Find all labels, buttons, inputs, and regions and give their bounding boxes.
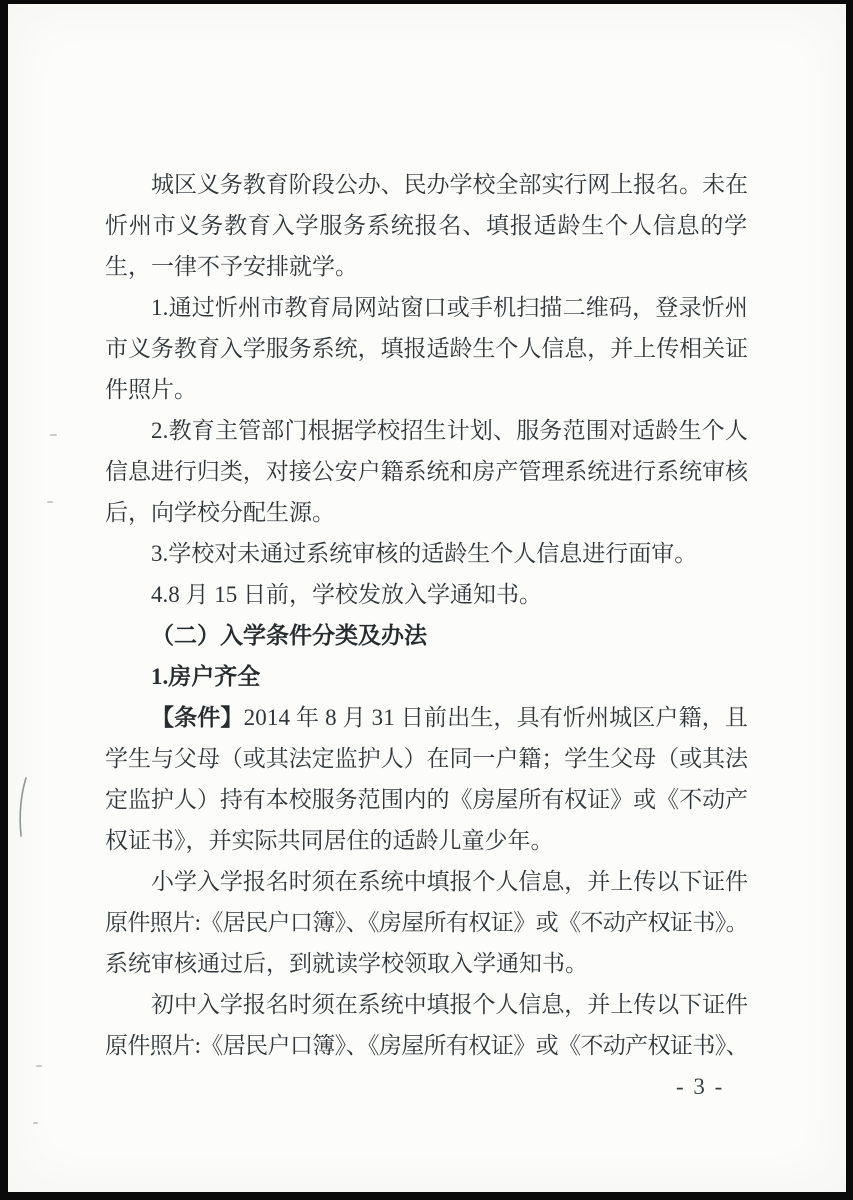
scan-speck-artifact xyxy=(47,501,53,503)
text-line: 【条件】2014 年 8 月 31 日前出生，具有忻州城区户籍，且 xyxy=(151,705,749,730)
text-line: 后，向学校分配生源。 xyxy=(105,500,335,525)
document-body-text xyxy=(105,164,748,1066)
text-line: 信息进行归类，对接公安户籍系统和房产管理系统进行系统审核 xyxy=(105,459,749,484)
text-line: 4.8 月 15 日前，学校发放入学通知书。 xyxy=(151,582,542,607)
text-line: 2.教育主管部门根据学校招生计划、服务范围对适龄生个人 xyxy=(151,418,748,443)
text-line: 原件照片:《居民户口簿》、《房屋所有权证》或《不动产权证书》、 xyxy=(105,1033,748,1058)
text-line: 权证书》，并实际共同居住的适龄儿童少年。 xyxy=(105,828,554,853)
text-line: 1.通过忻州市教育局网站窗口或手机扫描二维码，登录忻州 xyxy=(151,295,748,320)
bold-text: 【条件】 xyxy=(151,705,244,730)
scanned-document-page xyxy=(8,4,846,1192)
text-line: 1.房户齐全 xyxy=(151,664,261,689)
text-line: 件照片。 xyxy=(105,377,197,402)
text-line: 城区义务教育阶段公办、民办学校全部实行网上报名。未在 xyxy=(151,172,749,197)
scan-speck-artifact xyxy=(50,434,57,436)
text-line: 学生与父母（或其法定监护人）在同一户籍；学生父母（或其法 xyxy=(105,746,749,771)
text-line: 系统审核通过后，到就读学校领取入学通知书。 xyxy=(105,951,588,976)
page-number: - 3 - xyxy=(676,1074,725,1099)
text-line: 初中入学报名时须在系统中填报个人信息，并上传以下证件 xyxy=(151,992,749,1017)
text-line: 生，一律不予安排就学。 xyxy=(105,254,358,279)
text-line: 市义务教育入学服务系统，填报适龄生个人信息，并上传相关证 xyxy=(105,336,749,361)
scan-speck-artifact xyxy=(36,1065,42,1067)
text-line: 忻州市义务教育入学服务系统报名、填报适龄生个人信息的学 xyxy=(105,213,748,238)
text-line: 定监护人）持有本校服务范围内的《房屋所有权证》或《不动产 xyxy=(105,787,749,812)
text-line: 小学入学报名时须在系统中填报个人信息，并上传以下证件 xyxy=(151,869,749,894)
text-line: 原件照片:《居民户口簿》、《房屋所有权证》或《不动产权证书》。 xyxy=(105,910,748,935)
scan-speck-artifact xyxy=(33,1122,38,1124)
pen-mark-artifact xyxy=(12,774,34,840)
text-line: （二）入学条件分类及办法 xyxy=(151,623,427,648)
text-line: 3.学校对未通过系统审核的适龄生个人信息进行面审。 xyxy=(151,541,698,566)
